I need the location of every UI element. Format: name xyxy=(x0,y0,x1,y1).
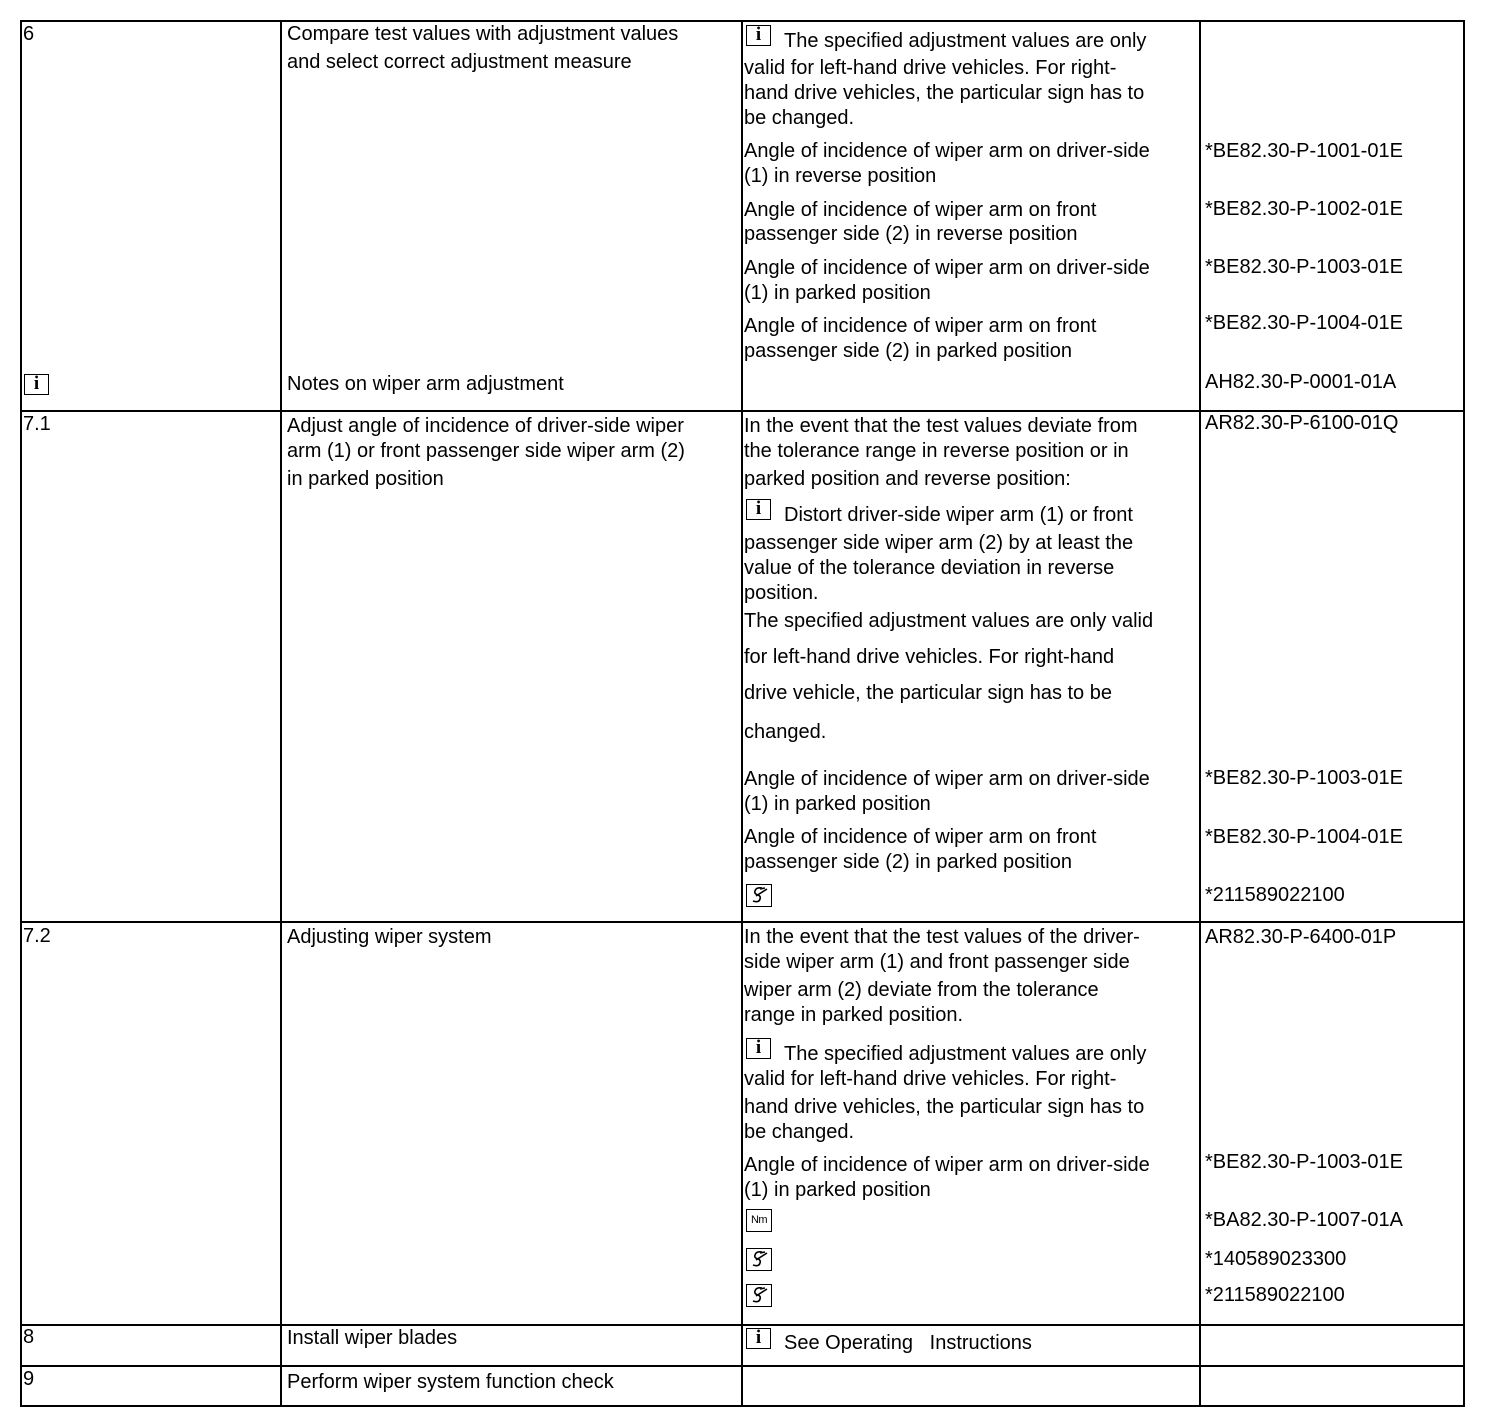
torque-nm-icon: Nm xyxy=(746,1209,772,1232)
info-note-line: position. xyxy=(744,582,819,604)
special-tool-icon xyxy=(746,1248,772,1271)
special-tool-reference[interactable]: *211589022100 xyxy=(1205,884,1345,906)
step-number: 7.1 xyxy=(23,413,51,435)
step-action: Perform wiper system function check xyxy=(287,1371,614,1393)
condition-line: side wiper arm (1) and front passenger side xyxy=(744,951,1130,973)
info-icon: i xyxy=(746,1038,771,1059)
torque-reference[interactable]: *BA82.30-P-1007-01A xyxy=(1205,1209,1403,1231)
table-border-bottom xyxy=(20,1405,1465,1407)
spec-item-line: Angle of incidence of wiper arm on front xyxy=(744,199,1097,221)
spec-item-line: Angle of incidence of wiper arm on driver-side xyxy=(744,768,1150,790)
document-reference-link[interactable]: AH82.30-P-0001-01A xyxy=(1205,371,1397,393)
table-border-left xyxy=(20,20,22,1407)
info-note-line: drive vehicle, the particular sign has to be xyxy=(744,682,1112,704)
step-number: 7.2 xyxy=(23,925,51,947)
condition-line: In the event that the test values deviate from xyxy=(744,415,1138,437)
condition-line: range in parked position. xyxy=(744,1004,964,1026)
info-note-line: hand drive vehicles, the particular sign has to xyxy=(744,82,1145,104)
table-border-top xyxy=(20,20,1465,22)
spec-item-line: (1) in parked position xyxy=(744,1179,931,1201)
info-note-line: be changed. xyxy=(744,107,855,129)
document-reference-link[interactable]: AR82.30-P-6100-01Q xyxy=(1205,412,1399,434)
document-reference-link[interactable]: *BE82.30-P-1001-01E xyxy=(1205,140,1403,162)
special-tool-reference[interactable]: *140589023300 xyxy=(1205,1248,1347,1270)
info-icon: i xyxy=(746,25,771,46)
document-reference-link[interactable]: *BE82.30-P-1003-01E xyxy=(1205,256,1403,278)
info-note-line: The specified adjustment values are only valid xyxy=(744,610,1154,632)
condition-line: the tolerance range in reverse position or in xyxy=(744,440,1129,462)
step-action-line: Adjust angle of incidence of driver-side wiper xyxy=(287,415,684,437)
condition-line: parked position and reverse position: xyxy=(744,468,1071,490)
info-note-line: valid for left-hand drive vehicles. For right- xyxy=(744,57,1117,79)
operating-instructions-note: See Operating Instructions xyxy=(784,1332,1032,1354)
info-note-line: valid for left-hand drive vehicles. For right- xyxy=(744,1068,1117,1090)
document-reference-link[interactable]: *BE82.30-P-1003-01E xyxy=(1205,1151,1403,1173)
info-note-line: hand drive vehicles, the particular sign has to xyxy=(744,1096,1145,1118)
table-border-right xyxy=(1463,20,1465,1407)
step-number: 9 xyxy=(23,1368,35,1390)
document-reference-link[interactable]: *BE82.30-P-1004-01E xyxy=(1205,312,1403,334)
info-note-line: for left-hand drive vehicles. For right-hand xyxy=(744,646,1115,668)
document-reference-link[interactable]: *BE82.30-P-1002-01E xyxy=(1205,198,1403,220)
info-note-line: passenger side wiper arm (2) by at least the xyxy=(744,532,1134,554)
step-action-line: in parked position xyxy=(287,468,444,490)
spec-item-line: (1) in parked position xyxy=(744,282,931,304)
condition-line: wiper arm (2) deviate from the tolerance xyxy=(744,979,1099,1001)
info-note-line: The specified adjustment values are only xyxy=(784,30,1147,52)
document-reference-link[interactable]: *BE82.30-P-1003-01E xyxy=(1205,767,1403,789)
info-icon: i xyxy=(24,374,49,395)
info-note-line: be changed. xyxy=(744,1121,855,1143)
info-note-line: changed. xyxy=(744,721,827,743)
spec-item-line: Angle of incidence of wiper arm on driver-side xyxy=(744,257,1150,279)
row-divider xyxy=(20,921,1465,923)
step-action: Install wiper blades xyxy=(287,1327,458,1349)
condition-line: In the event that the test values of the driver- xyxy=(744,926,1140,948)
step-number: 8 xyxy=(23,1326,35,1348)
document-reference-link[interactable]: AR82.30-P-6400-01P xyxy=(1205,926,1397,948)
spec-item-line: Angle of incidence of wiper arm on front xyxy=(744,315,1097,337)
special-tool-reference[interactable]: *211589022100 xyxy=(1205,1284,1345,1306)
spec-item-line: passenger side (2) in parked position xyxy=(744,851,1072,873)
step-action-line: and select correct adjustment measure xyxy=(287,51,632,73)
info-icon: i xyxy=(746,1328,771,1349)
info-note-line: value of the tolerance deviation in reverse xyxy=(744,557,1115,579)
step-action-line: Compare test values with adjustment values xyxy=(287,23,679,45)
spec-item-line: Angle of incidence of wiper arm on front xyxy=(744,826,1097,848)
spec-item-line: passenger side (2) in reverse position xyxy=(744,223,1078,245)
special-tool-icon xyxy=(746,884,772,907)
notes-link[interactable]: Notes on wiper arm adjustment xyxy=(287,373,564,395)
info-note-line: The specified adjustment values are only xyxy=(784,1043,1147,1065)
spec-item-line: Angle of incidence of wiper arm on driver-side xyxy=(744,140,1150,162)
step-number: 6 xyxy=(23,23,35,45)
step-action: Adjusting wiper system xyxy=(287,926,492,948)
column-divider xyxy=(280,20,282,1407)
spec-item-line: passenger side (2) in parked position xyxy=(744,340,1072,362)
special-tool-icon xyxy=(746,1284,772,1307)
row-divider xyxy=(20,1324,1465,1326)
info-note-line: Distort driver-side wiper arm (1) or front xyxy=(784,504,1133,526)
document-reference-link[interactable]: *BE82.30-P-1004-01E xyxy=(1205,826,1403,848)
step-action-line: arm (1) or front passenger side wiper arm (2) xyxy=(287,440,685,462)
spec-item-line: Angle of incidence of wiper arm on driver-side xyxy=(744,1154,1150,1176)
column-divider xyxy=(1199,20,1201,1407)
info-icon: i xyxy=(746,499,771,520)
spec-item-line: (1) in reverse position xyxy=(744,165,937,187)
column-divider xyxy=(741,20,743,1407)
spec-item-line: (1) in parked position xyxy=(744,793,931,815)
row-divider xyxy=(20,1365,1465,1367)
